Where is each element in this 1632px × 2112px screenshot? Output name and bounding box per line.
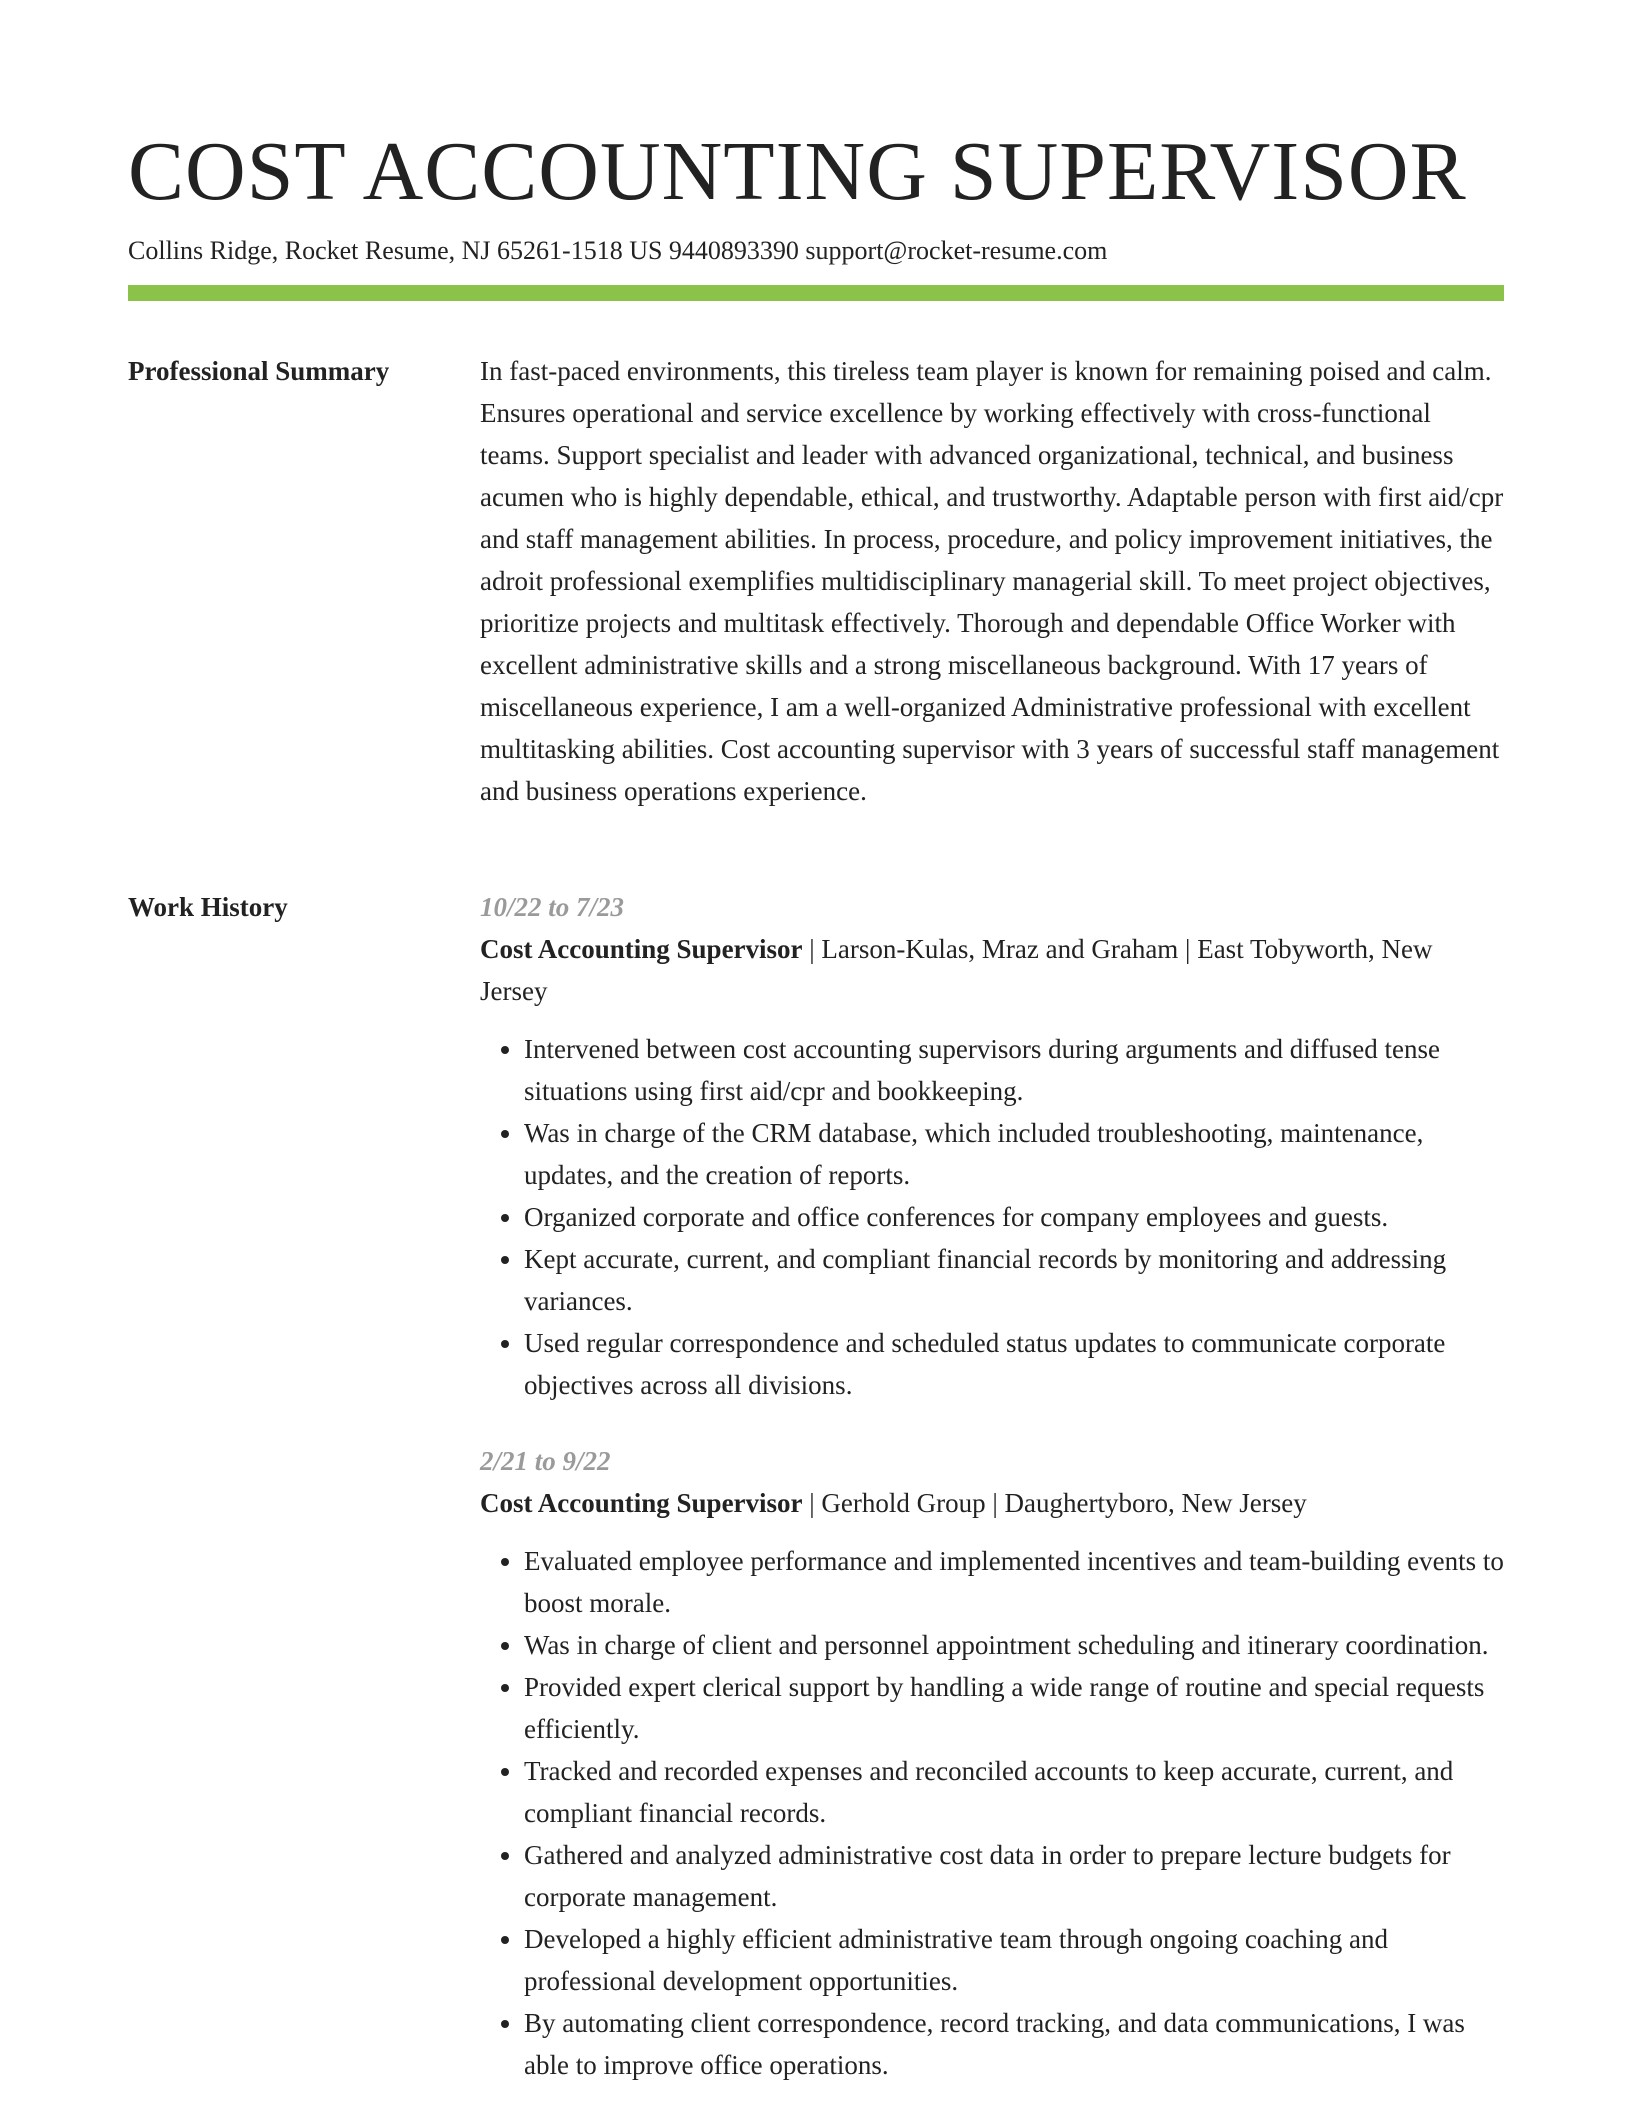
contact-info: Collins Ridge, Rocket Resume, NJ 65261-1518 US 9440893390 support@rocket-resume.com: [128, 236, 1108, 265]
job-heading: [480, 928, 1504, 1012]
list-item: • Kept accurate, current, and compliant financial records by monitoring and addressing variances.: [524, 1238, 1504, 1322]
work-history-section: [128, 886, 1504, 2112]
job-title: Cost Accounting Supervisor: [480, 934, 803, 964]
job-title: Cost Accounting Supervisor: [480, 1488, 803, 1518]
list-item: • Tracked and recorded expenses and reconciled accounts to keep accurate, current, and compliant financial records.: [524, 1750, 1504, 1834]
accent-divider: [128, 285, 1504, 301]
job-entry: [480, 886, 1504, 1406]
job-dates: 2/21 to 9/22: [480, 1446, 611, 1476]
list-item: • Provided expert clerical support by handling a wide range of routine and special requests efficiently.: [524, 1666, 1504, 1750]
job-bullets: [480, 1028, 1504, 1406]
job-details: | Gerhold Group | Daughertyboro, New Jersey: [802, 1488, 1307, 1518]
list-item: • Used regular correspondence and scheduled status updates to communicate corporate objectives across all divisions.: [524, 1322, 1504, 1406]
job-dates: 10/22 to 7/23: [480, 892, 625, 922]
section-label-work: Work History: [128, 892, 288, 922]
page-title: COST ACCOUNTING SUPERVISOR: [128, 125, 1467, 218]
list-item: • Was in charge of the CRM database, which included troubleshooting, maintenance, updates, and the creation of reports.: [524, 1112, 1504, 1196]
work-history-list: [480, 886, 1504, 2112]
list-item: • By automating client correspondence, record tracking, and data communications, I was able to improve office operations.: [524, 2002, 1504, 2086]
resume-header: [128, 124, 1504, 268]
job-bullets: [480, 1540, 1504, 2086]
job-entry: [480, 1440, 1504, 2086]
list-item: • Gathered and analyzed administrative cost data in order to prepare lecture budgets for corporate management.: [524, 1834, 1504, 1918]
job-details: | Larson-Kulas, Mraz and Graham | East Tobyworth, New Jersey: [480, 934, 1433, 1006]
professional-summary-section: [128, 350, 1504, 812]
summary-text: In fast-paced environments, this tireless team player is known for remaining poised and calm. Ensures operational and service excellence by working effectively with cross-functional teams. Support specialist and leader with advanced organizational, technical, and business acumen who is highly dependable, ethical, and trustworthy. Adaptable person with first aid/cpr and staff management abilities. In process, procedure, and policy improvement initiatives, the adroit professional exemplifies multidisciplinary managerial skill. To meet project objectives, prioritize projects and multitask effectively. Thorough and dependable Office Worker with excellent administrative skills and a strong miscellaneous background. With 17 years of miscellaneous experience, I am a well-organized Administrative professional with excellent multitasking abilities. Cost accounting supervisor with 3 years of successful staff management and business operations experience.: [480, 356, 1504, 806]
list-item: • Developed a highly efficient administrative team through ongoing coaching and professional development opportunities.: [524, 1918, 1504, 2002]
job-heading: [480, 1482, 1504, 1524]
list-item: • Organized corporate and office conferences for company employees and guests.: [524, 1196, 1504, 1238]
list-item: • Intervened between cost accounting supervisors during arguments and diffused tense situations using first aid/cpr and bookkeeping.: [524, 1028, 1504, 1112]
list-item: • Evaluated employee performance and implemented incentives and team-building events to boost morale.: [524, 1540, 1504, 1624]
section-label-summary: Professional Summary: [128, 356, 390, 386]
list-item: • Was in charge of client and personnel appointment scheduling and itinerary coordination.: [524, 1624, 1504, 1666]
